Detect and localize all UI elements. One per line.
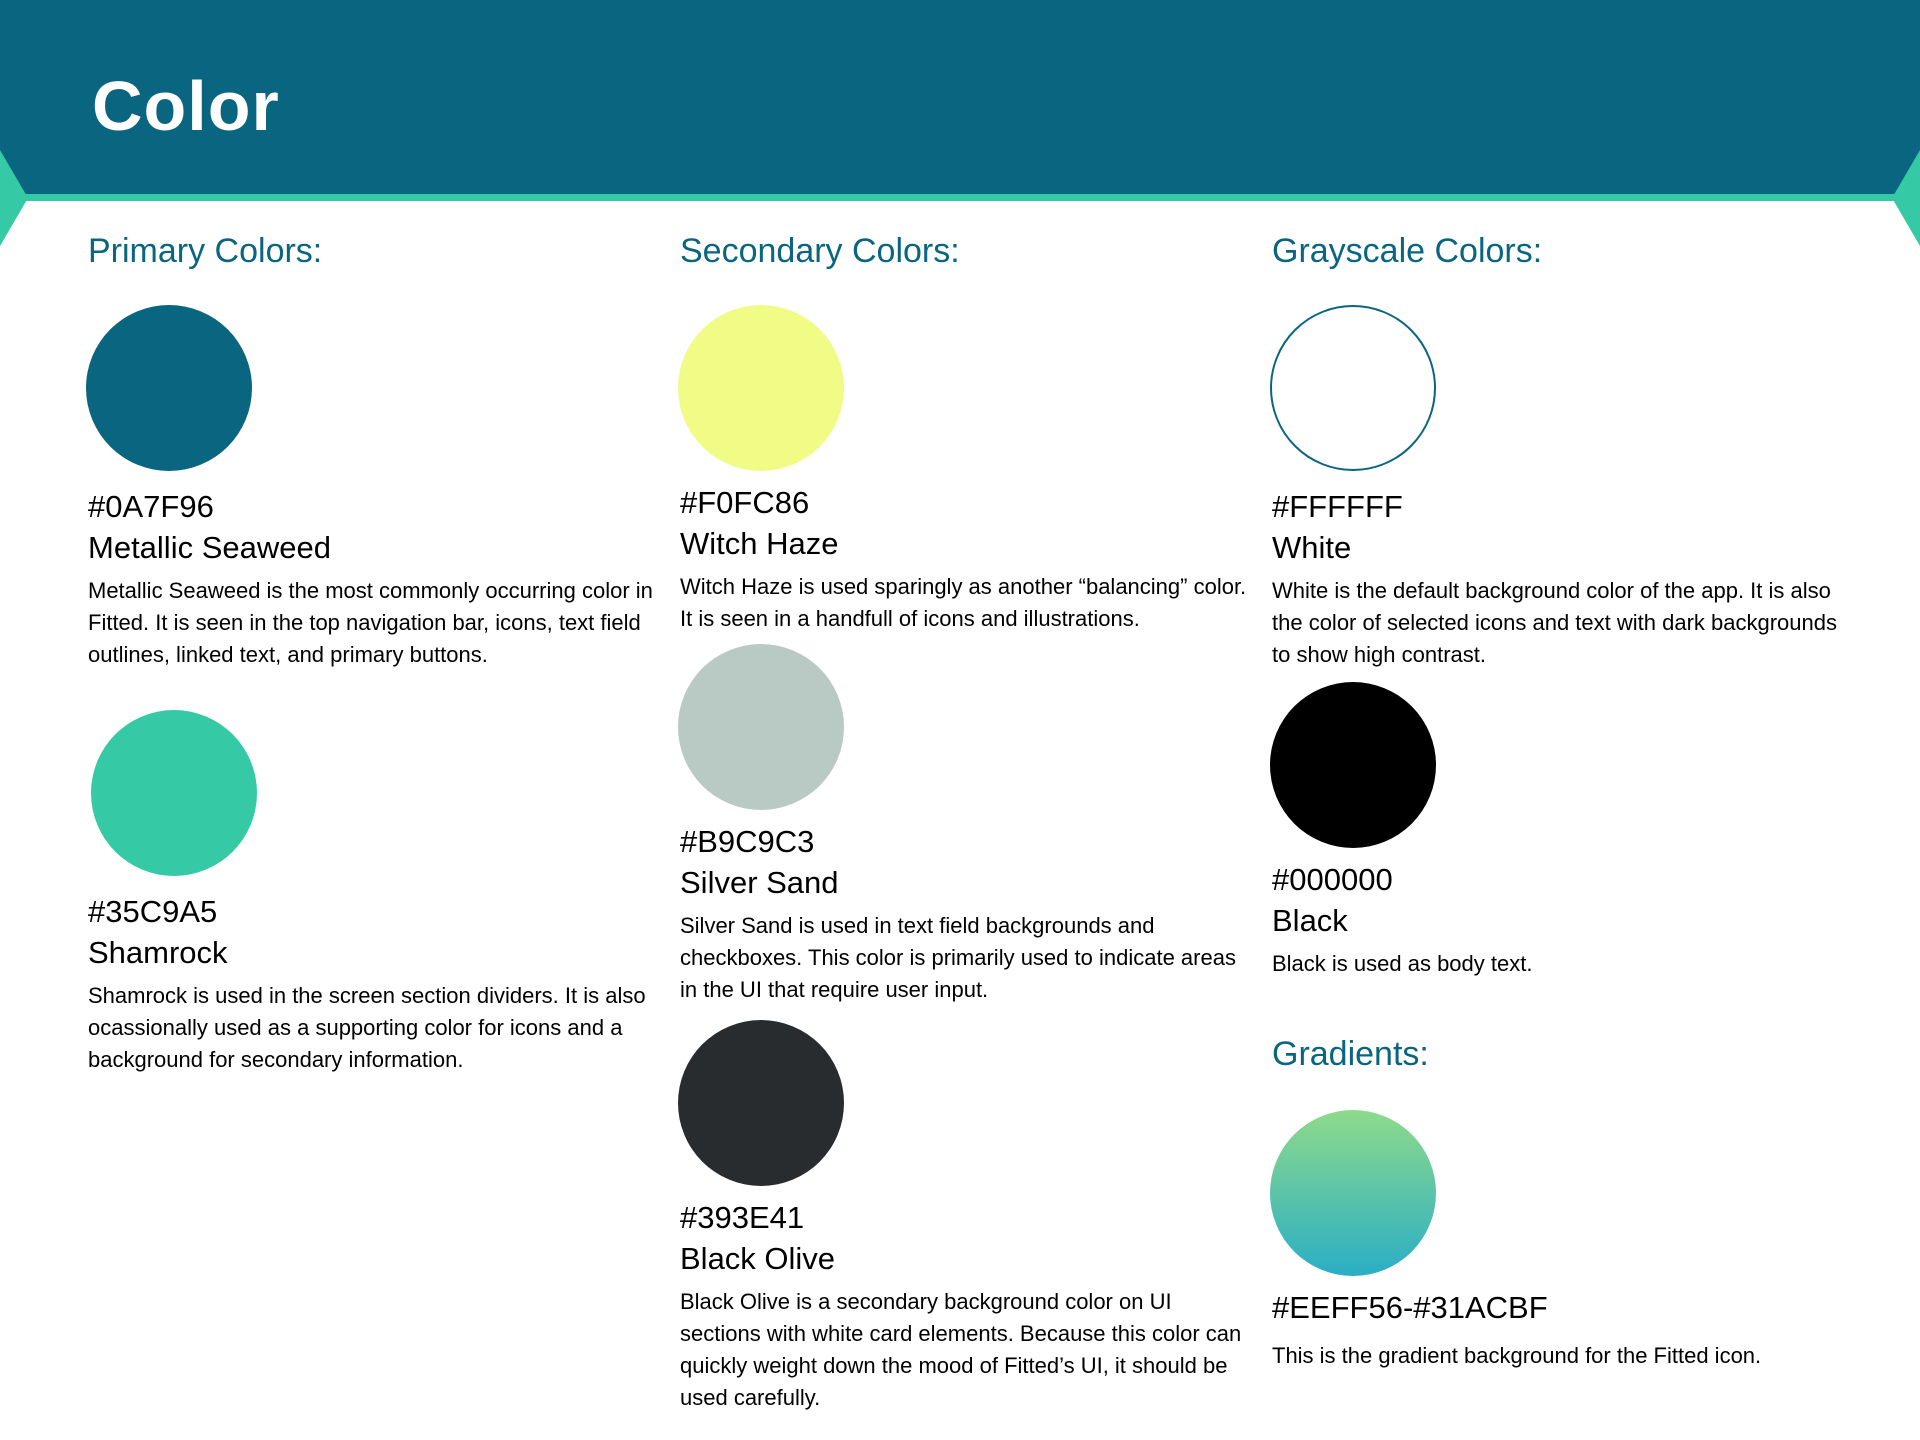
right-corner-accent xyxy=(1892,150,1920,246)
primary-colors-section xyxy=(88,228,658,1072)
hex-code: #FFFFFF xyxy=(1272,489,1403,524)
color-description: White is the default background color of the app. It is also the color of selected icons and text with dark backgrounds to show high contrast. xyxy=(1272,578,1837,667)
left-corner-accent xyxy=(0,150,28,246)
color-name: Black Olive xyxy=(680,1241,836,1276)
swatch-metallic-seaweed xyxy=(88,305,658,671)
hex-code: #EEFF56-#31ACBF xyxy=(1272,1290,1548,1325)
color-name: White xyxy=(1272,530,1352,565)
color-description: Silver Sand is used in text field backgrounds and checkboxes. This color is primarily used to indicate areas in the UI that require user input. xyxy=(680,913,1236,1002)
gradient-circle xyxy=(1270,1110,1436,1276)
color-circle xyxy=(678,644,844,810)
hex-code: #393E41 xyxy=(680,1200,805,1235)
color-description: Shamrock is used in the screen section dividers. It is also ocassionally used as a supporting color for icons and a background for secondary information. xyxy=(88,983,646,1072)
header-divider xyxy=(0,194,1920,201)
color-name: Shamrock xyxy=(88,935,228,970)
color-circle xyxy=(86,305,252,471)
color-name: Witch Haze xyxy=(680,526,839,561)
grayscale-colors-section xyxy=(1272,228,1842,1368)
hex-code: #F0FC86 xyxy=(680,485,810,520)
gradients-heading: Gradients: xyxy=(1272,1035,1429,1073)
secondary-colors-heading: Secondary Colors: xyxy=(680,232,960,270)
color-description: Metallic Seaweed is the most commonly occurring color in Fitted. It is seen in the top navigation bar, icons, text field outlines, linked text, and primary buttons. xyxy=(88,578,653,667)
color-description: Witch Haze is used sparingly as another “balancing” color. It is seen in a handfull of icons and illustrations. xyxy=(680,574,1247,631)
swatch-witch-haze xyxy=(680,305,1250,635)
header-bar xyxy=(0,0,1920,194)
color-circle xyxy=(91,710,257,876)
hex-code: #000000 xyxy=(1272,862,1393,897)
swatch-black xyxy=(1272,682,1842,980)
color-name: Black xyxy=(1272,903,1348,938)
hex-code: #0A7F96 xyxy=(88,489,214,524)
color-circle xyxy=(678,305,844,471)
color-circle xyxy=(1270,682,1436,848)
color-description: Black Olive is a secondary background color on UI sections with white card elements. Because this color can quickly weight down the mood of Fitted’s UI, it should be used carefully. xyxy=(680,1289,1242,1410)
secondary-colors-section xyxy=(680,228,1250,1410)
swatch-white xyxy=(1272,305,1842,671)
color-description: Black is used as body text. xyxy=(1272,951,1533,976)
grayscale-colors-heading: Grayscale Colors: xyxy=(1272,232,1543,270)
color-description: This is the gradient background for the Fitted icon. xyxy=(1272,1343,1762,1368)
color-name: Silver Sand xyxy=(680,865,839,900)
hex-code: #B9C9C3 xyxy=(680,824,815,859)
color-circle xyxy=(678,1020,844,1186)
swatch-gradient xyxy=(1272,1110,1842,1372)
color-name: Metallic Seaweed xyxy=(88,530,331,565)
swatch-shamrock xyxy=(88,710,658,1076)
swatch-silver-sand xyxy=(680,644,1250,1006)
hex-code: #35C9A5 xyxy=(88,894,218,929)
primary-colors-heading: Primary Colors: xyxy=(88,232,323,270)
color-circle xyxy=(1270,305,1436,471)
page-title: Color xyxy=(92,67,280,145)
swatch-black-olive xyxy=(680,1020,1250,1414)
